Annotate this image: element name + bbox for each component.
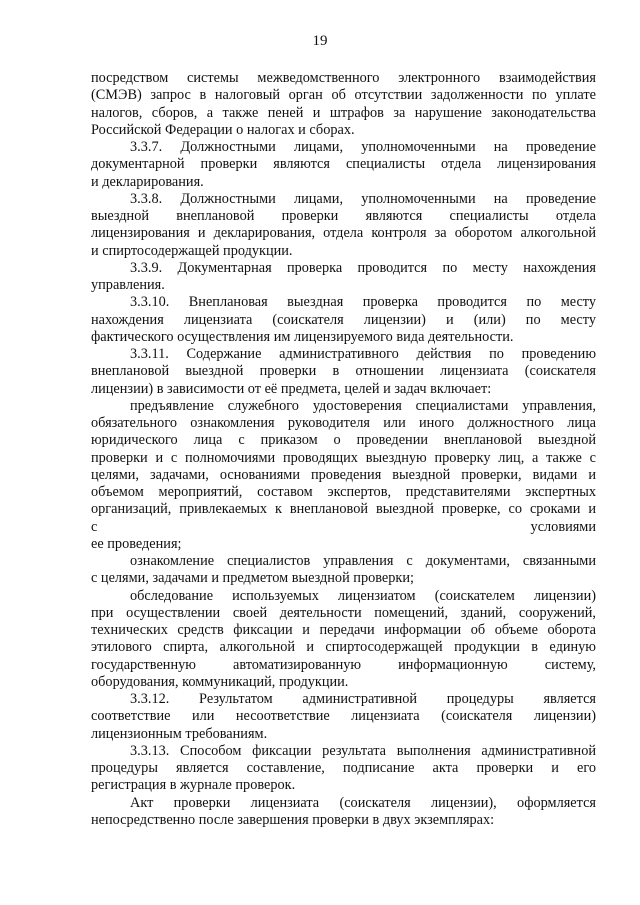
text-line: 3.3.8. Должностными лицами, уполномоченными на проведение [130, 190, 596, 207]
text-line: внеплановой выездной проверки в отношении лицензиата (соискателя [91, 363, 596, 380]
text-line: посредством системы межведомственного электронного взаимодействия [91, 70, 596, 86]
text-line: документарной проверки являются специалисты отдела лицензирования [91, 156, 596, 173]
text-line: 3.3.7. Должностными лицами, уполномоченными на проведение [130, 139, 596, 155]
text-line: соответствие или несоответствие лицензиата (соискателя лицензии) [91, 708, 596, 725]
text-line: этилового спирта, алкогольной и спиртосодержащей продукции в единую [91, 639, 596, 656]
text-line: процедуры является составление, подписание акта проверки и его [91, 760, 596, 776]
text-line: с условиями [91, 518, 596, 535]
text-line: организаций, привлекаемых к внеплановой выездной проверке, со сроками и [91, 501, 596, 518]
text-line: нахождения лицензиата (соискателя лицензии) и (или) по месту [91, 311, 596, 328]
text-line: предъявление служебного удостоверения специалистами управления, [130, 397, 596, 414]
text-line: и декларирования. [91, 173, 204, 190]
text-line: выездной внеплановой проверки являются специалисты отдела [91, 208, 596, 224]
text-line: проверки и с полномочиями проводящих выездную проверку лиц, а также с [91, 449, 596, 466]
text-line: объемом мероприятий, составом экспертов, представителями экспертных [91, 484, 596, 500]
text-line: обследование используемых лицензиатом (соискателем лицензии) [130, 587, 596, 604]
text-line: лицензирования и декларирования, отдела контроля за оборотом алкогольной [91, 225, 596, 242]
text-line: технических средств фиксации и передачи информации об объеме оборота [91, 622, 596, 638]
text-line: 3.3.10. Внеплановая выездная проверка проводится по месту [130, 294, 596, 311]
text-line: регистрация в журнале проверок. [91, 777, 296, 794]
text-line: Российской Федерации о налогах и сборах. [91, 121, 355, 138]
text-line: ее проведения; [91, 535, 182, 552]
text-line: юридического лица с приказом о проведении внеплановой выездной [91, 432, 596, 449]
text-line: фактического осуществления им лицензируемого вида деятельности. [91, 328, 514, 345]
text-line: Акт проверки лицензиата (соискателя лицензии), оформляется [130, 794, 596, 811]
text-line: целями, задачами, основаниями проведения выездной проверки, видами и [91, 466, 596, 483]
text-line: 3.3.13. Способом фиксации результата выполнения административной [130, 742, 596, 759]
text-line: 3.3.9. Документарная проверка проводится по месту нахождения [130, 259, 596, 276]
text-line: с целями, задачами и предметом выездной проверки; [91, 570, 414, 587]
body-text [91, 70, 596, 829]
text-line: лицензии) в зависимости от её предмета, целей и задач включает: [91, 380, 492, 397]
text-line: 3.3.12. Результатом административной процедуры является [130, 691, 596, 707]
text-line: 3.3.11. Содержание административного действия по проведению [130, 346, 596, 362]
text-line: (СМЭВ) запрос в налоговый орган об отсутствии задолженности по уплате [91, 87, 596, 104]
text-line: и спиртосодержащей продукции. [91, 242, 293, 259]
text-line: налогов, сборов, а также пеней и штрафов за нарушение законодательства [91, 104, 596, 121]
text-line: при осуществлении своей деятельности помещений, зданий, сооружений, [91, 604, 596, 621]
text-line: управления. [91, 277, 165, 293]
text-line: оборудования, коммуникаций, продукции. [91, 673, 349, 690]
text-line: непосредственно после завершения проверки в двух экземплярах: [91, 811, 495, 828]
text-line: обязательного ознакомления руководителя или иного должностного лица [91, 415, 596, 431]
text-line: государственную автоматизированную информационную систему, [91, 656, 596, 673]
text-line: лицензионным требованиям. [91, 725, 268, 742]
page-number: 19 [312, 33, 328, 49]
text-line: ознакомление специалистов управления с документами, связанными [130, 553, 596, 569]
